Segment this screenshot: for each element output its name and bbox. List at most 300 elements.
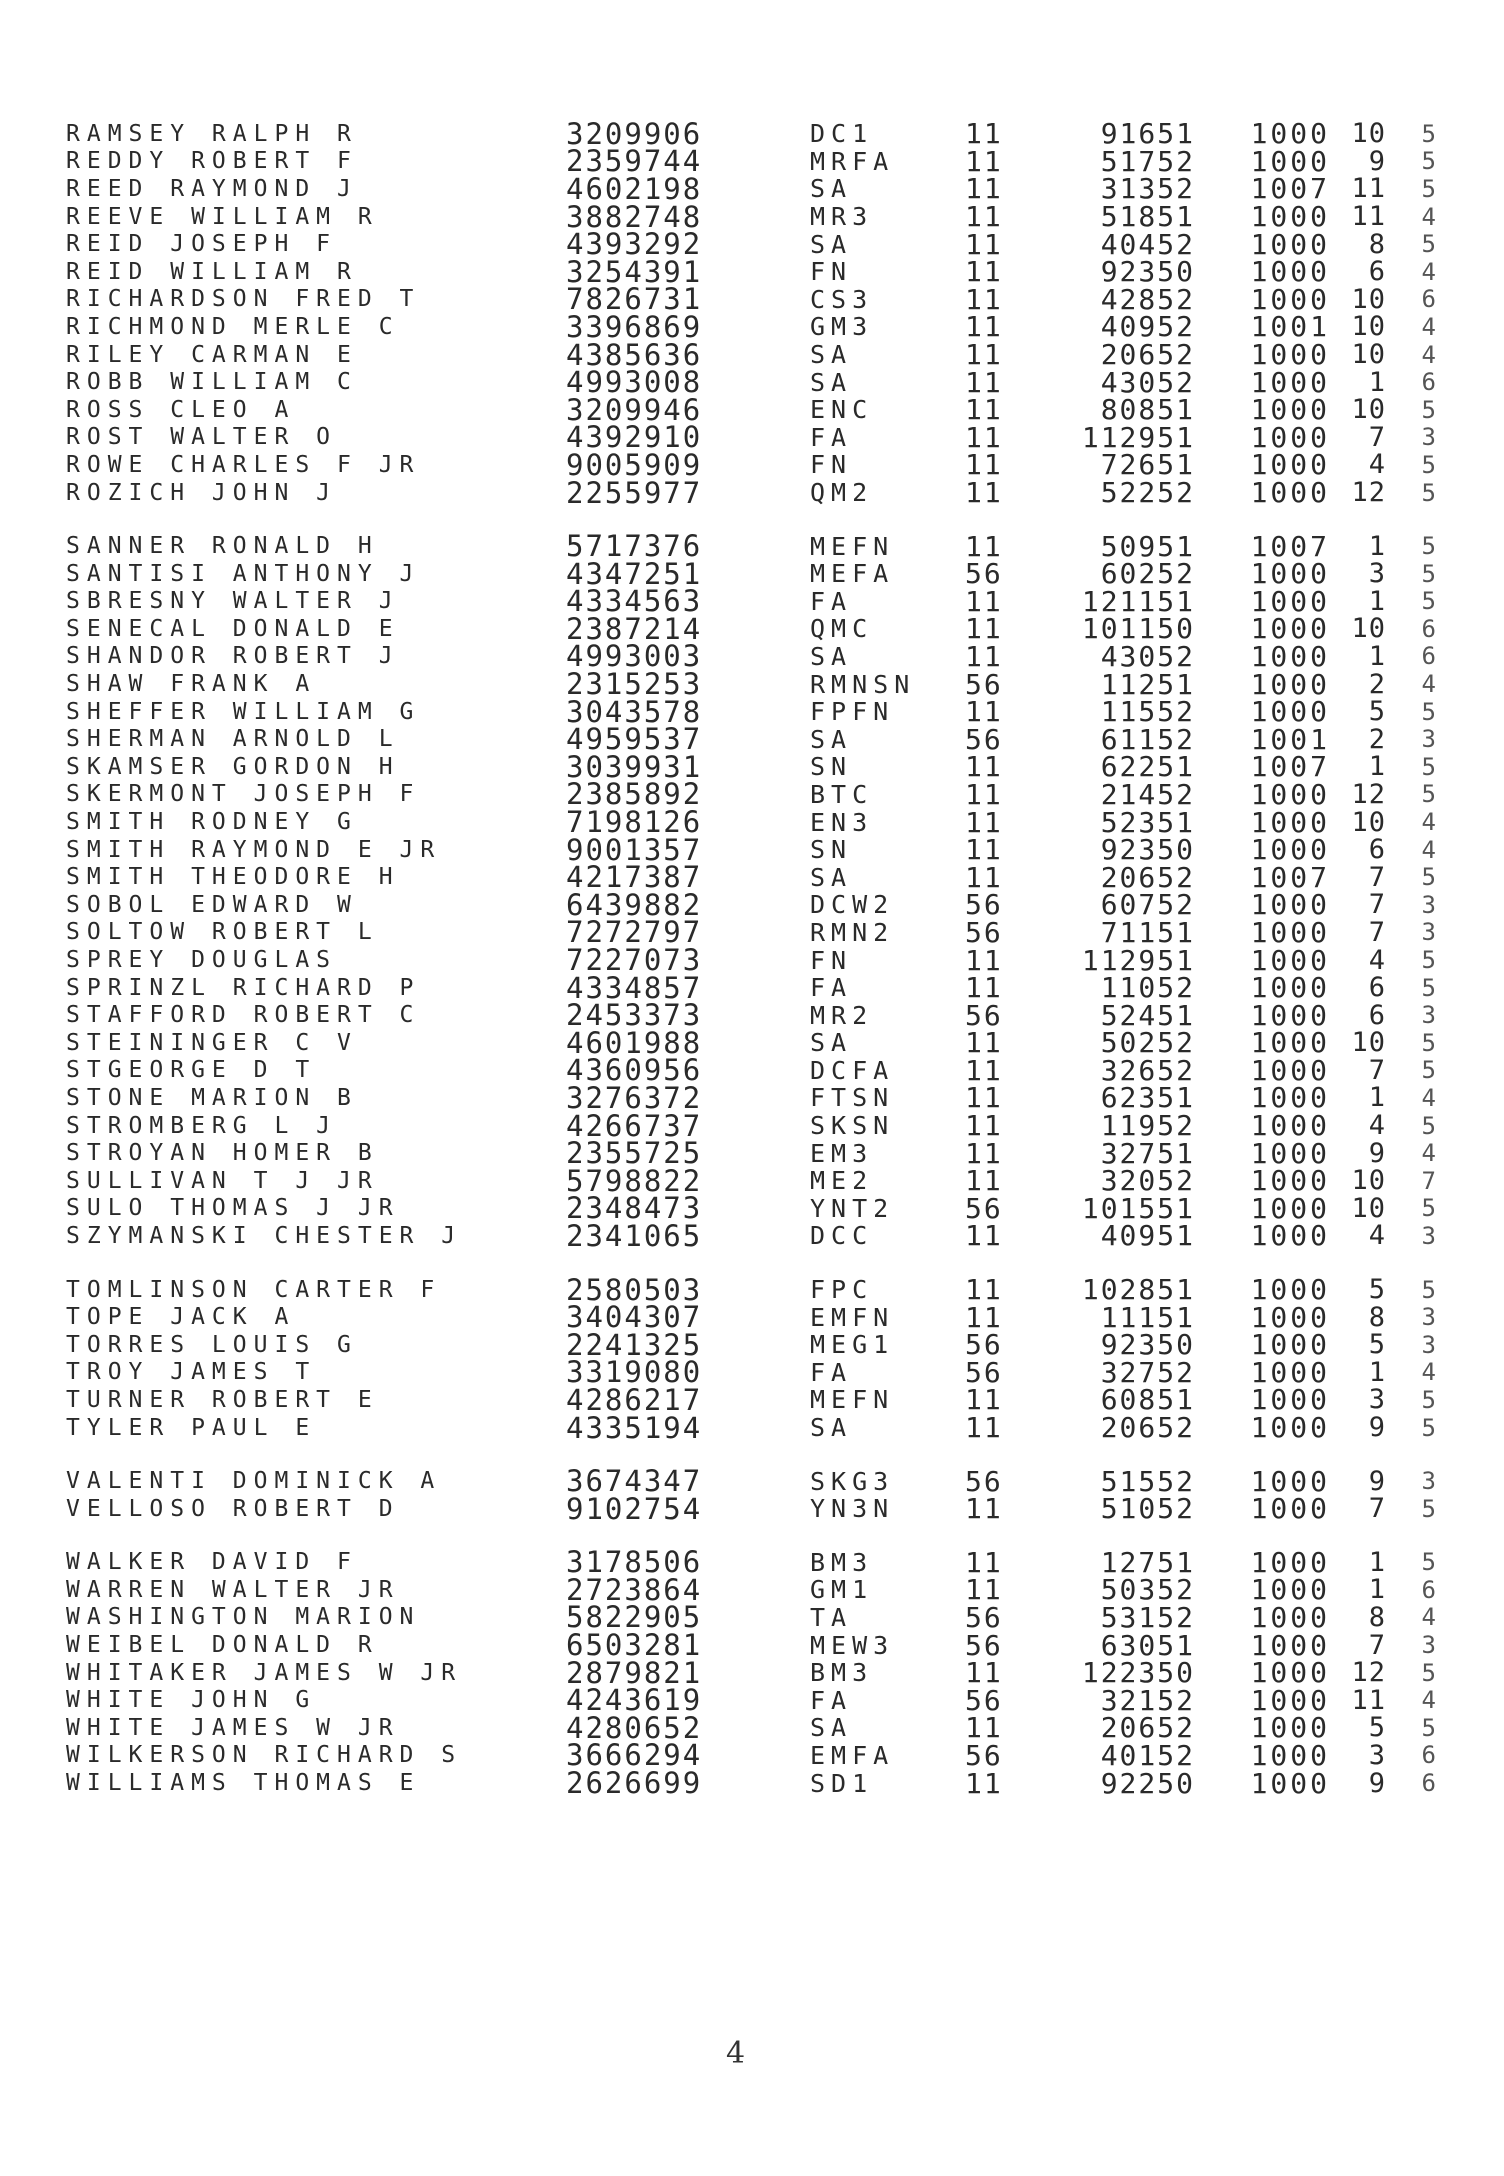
- code: 56: [965, 998, 1003, 1032]
- rate: BM3: [810, 1658, 874, 1688]
- group-code: 1000: [1250, 1219, 1330, 1253]
- roster-name: SKAMSER GORDON H: [66, 753, 400, 780]
- count-a: 9: [1368, 1412, 1386, 1444]
- roster-name: TORRES LOUIS G: [66, 1331, 358, 1358]
- date: 20652: [1100, 1411, 1195, 1445]
- roster-name: REID WILLIAM R: [66, 258, 358, 285]
- roster-name: WASHINGTON MARION: [66, 1604, 421, 1631]
- roster-name: SMITH THEODORE H: [66, 864, 400, 891]
- roster-name: ROZICH JOHN J: [66, 479, 338, 506]
- date: 72651: [1100, 448, 1195, 482]
- service-number: 3178506: [566, 1545, 703, 1580]
- rate: DCFA: [810, 1055, 895, 1085]
- service-number: 2241325: [566, 1327, 703, 1362]
- date: 20652: [1100, 1711, 1195, 1745]
- roster-name: SPREY DOUGLAS: [66, 947, 338, 974]
- code: 11: [965, 200, 1003, 234]
- service-number: 4392910: [566, 420, 703, 455]
- rate: GM1: [810, 1575, 874, 1605]
- date: 31352: [1100, 172, 1195, 206]
- group-code: 1000: [1250, 1492, 1330, 1526]
- group-code: 1000: [1250, 639, 1330, 673]
- count-a: 12: [1351, 477, 1386, 509]
- code: 11: [965, 1026, 1003, 1060]
- rate: SA: [810, 1713, 853, 1743]
- service-number: 3254391: [566, 254, 703, 289]
- count-b: 4: [1421, 808, 1436, 837]
- rate: FPC: [810, 1275, 874, 1305]
- group-code: 1000: [1250, 915, 1330, 949]
- code: 11: [965, 255, 1003, 289]
- code: 11: [965, 365, 1003, 399]
- date: 43052: [1100, 365, 1195, 399]
- group-code: 1000: [1250, 1109, 1330, 1143]
- code: 11: [965, 1164, 1003, 1198]
- roster-name: SANTISI ANTHONY J: [66, 560, 421, 587]
- service-number: 2341065: [566, 1218, 703, 1253]
- rate: EM3: [810, 1138, 874, 1168]
- code: 11: [965, 805, 1003, 839]
- group-code: 1000: [1250, 1328, 1330, 1362]
- code: 11: [965, 750, 1003, 784]
- roster-name: TOMLINSON CARTER F: [66, 1276, 442, 1303]
- service-number: 3674347: [566, 1464, 703, 1499]
- roster-name: SOBOL EDWARD W: [66, 891, 358, 918]
- service-number: 4217387: [566, 860, 703, 895]
- service-number: 4602198: [566, 171, 703, 206]
- rate: SN: [810, 752, 853, 782]
- count-b: 5: [1421, 1056, 1436, 1085]
- date: 20652: [1100, 860, 1195, 894]
- count-b: 6: [1421, 368, 1436, 397]
- count-a: 12: [1351, 1657, 1386, 1689]
- count-b: 5: [1421, 946, 1436, 975]
- date: 92350: [1100, 255, 1195, 289]
- count-b: 4: [1421, 1603, 1436, 1632]
- date: 43052: [1100, 639, 1195, 673]
- count-a: 10: [1351, 283, 1386, 315]
- count-b: 4: [1421, 202, 1436, 231]
- group-code: 1000: [1250, 255, 1330, 289]
- rate: FA: [810, 973, 853, 1003]
- roster-name: WILKERSON RICHARD S: [66, 1742, 463, 1769]
- group-code: 1000: [1250, 943, 1330, 977]
- count-a: 11: [1351, 1684, 1386, 1716]
- code: 56: [965, 1600, 1003, 1634]
- service-number: 3209946: [566, 392, 703, 427]
- date: 40152: [1100, 1738, 1195, 1772]
- service-number: 3319080: [566, 1355, 703, 1390]
- rate: SA: [810, 1413, 853, 1443]
- service-number: 2580503: [566, 1272, 703, 1307]
- code: 11: [965, 1492, 1003, 1526]
- code: 56: [965, 1738, 1003, 1772]
- count-b: 5: [1421, 1385, 1436, 1414]
- group-code: 1000: [1250, 1383, 1330, 1417]
- date: 11052: [1100, 971, 1195, 1005]
- count-a: 10: [1351, 1027, 1386, 1059]
- rate: SA: [810, 340, 853, 370]
- count-b: 5: [1421, 532, 1436, 561]
- rate: BM3: [810, 1547, 874, 1577]
- service-number: 2315253: [566, 667, 703, 702]
- roster-name: SOLTOW ROBERT L: [66, 919, 379, 946]
- code: 56: [965, 1683, 1003, 1717]
- group-code: 1001: [1250, 722, 1330, 756]
- group-code: 1000: [1250, 777, 1330, 811]
- count-b: 4: [1421, 1358, 1436, 1387]
- group-code: 1000: [1250, 365, 1330, 399]
- count-a: 1: [1368, 640, 1386, 672]
- code: 56: [965, 1355, 1003, 1389]
- rate: YNT2: [810, 1193, 895, 1223]
- count-b: 4: [1421, 312, 1436, 341]
- rate: FA: [810, 586, 853, 616]
- roster-name: ROST WALTER O: [66, 424, 338, 451]
- roster-row: [66, 1766, 1486, 1801]
- count-b: 5: [1421, 395, 1436, 424]
- count-a: 12: [1351, 778, 1386, 810]
- code: 11: [965, 1545, 1003, 1579]
- service-number: 5822905: [566, 1600, 703, 1635]
- roster-name: RILEY CARMAN E: [66, 341, 358, 368]
- roster-name: REDDY ROBERT F: [66, 148, 358, 175]
- rate: SN: [810, 835, 853, 865]
- rate: MEW3: [810, 1630, 895, 1660]
- count-b: 5: [1421, 780, 1436, 809]
- count-a: 1: [1368, 1082, 1386, 1114]
- roster-group: [66, 529, 1486, 1253]
- service-number: 3882748: [566, 199, 703, 234]
- roster-name: SMITH RAYMOND E JR: [66, 836, 442, 863]
- group-code: 1000: [1250, 1273, 1330, 1307]
- group-code: 1000: [1250, 1053, 1330, 1087]
- count-b: 3: [1421, 423, 1436, 452]
- count-a: 10: [1351, 118, 1386, 150]
- roster-name: ROSS CLEO A: [66, 396, 296, 423]
- roster-name: SMITH RODNEY G: [66, 809, 358, 836]
- count-b: 5: [1421, 1028, 1436, 1057]
- page-number: 4: [726, 2036, 746, 2071]
- service-number: 3043578: [566, 694, 703, 729]
- group-code: 1000: [1250, 476, 1330, 510]
- code: 56: [965, 557, 1003, 591]
- service-number: 9001357: [566, 832, 703, 867]
- roster-group: [66, 116, 1486, 510]
- roster-name: SBRESNY WALTER J: [66, 588, 400, 615]
- roster-name: SZYMANSKI CHESTER J: [66, 1222, 463, 1249]
- service-number: 3404307: [566, 1300, 703, 1335]
- group-code: 1000: [1250, 117, 1330, 151]
- code: 11: [965, 448, 1003, 482]
- count-b: 4: [1421, 670, 1436, 699]
- roster-name: WARREN WALTER JR: [66, 1576, 400, 1603]
- group-code: 1000: [1250, 695, 1330, 729]
- count-a: 1: [1368, 366, 1386, 398]
- roster-group: [66, 1272, 1486, 1445]
- rate: FTSN: [810, 1083, 895, 1113]
- group-code: 1000: [1250, 805, 1330, 839]
- date: 12751: [1100, 1545, 1195, 1579]
- count-b: 5: [1421, 559, 1436, 588]
- rate: RMN2: [810, 917, 895, 947]
- service-number: 2385892: [566, 777, 703, 812]
- rate: QM2: [810, 478, 874, 508]
- count-a: 1: [1368, 530, 1386, 562]
- date: 112951: [1081, 943, 1195, 977]
- count-a: 10: [1351, 311, 1386, 343]
- code: 11: [965, 612, 1003, 646]
- rate: MEFN: [810, 1385, 895, 1415]
- group-code: 1000: [1250, 1191, 1330, 1225]
- date: 101150: [1081, 612, 1195, 646]
- roster-name: SHERMAN ARNOLD L: [66, 726, 400, 753]
- date: 32751: [1100, 1136, 1195, 1170]
- count-a: 7: [1368, 1629, 1386, 1661]
- roster-name: SHANDOR ROBERT J: [66, 643, 400, 670]
- count-a: 7: [1368, 916, 1386, 948]
- count-b: 5: [1421, 147, 1436, 176]
- service-number: 3666294: [566, 1738, 703, 1773]
- date: 92350: [1100, 1328, 1195, 1362]
- count-b: 5: [1421, 119, 1436, 148]
- group-code: 1000: [1250, 1573, 1330, 1607]
- rate: MR3: [810, 202, 874, 232]
- count-a: 10: [1351, 1192, 1386, 1224]
- date: 42852: [1100, 282, 1195, 316]
- count-a: 10: [1351, 1165, 1386, 1197]
- code: 11: [965, 695, 1003, 729]
- count-a: 8: [1368, 1301, 1386, 1333]
- service-number: 4347251: [566, 556, 703, 591]
- count-b: 5: [1421, 587, 1436, 616]
- date: 63051: [1100, 1628, 1195, 1662]
- count-a: 4: [1368, 944, 1386, 976]
- code: 11: [965, 227, 1003, 261]
- rate: FA: [810, 1685, 853, 1715]
- group-code: 1000: [1250, 667, 1330, 701]
- rate: MEG1: [810, 1330, 895, 1360]
- count-b: 3: [1421, 1330, 1436, 1359]
- service-number: 5798822: [566, 1163, 703, 1198]
- roster-name: STROMBERG L J: [66, 1112, 338, 1139]
- service-number: 7826731: [566, 282, 703, 317]
- date: 20652: [1100, 338, 1195, 372]
- service-number: 3209906: [566, 116, 703, 151]
- count-a: 9: [1368, 145, 1386, 177]
- count-a: 11: [1351, 173, 1386, 205]
- rate: SA: [810, 1028, 853, 1058]
- date: 32152: [1100, 1683, 1195, 1717]
- service-number: 7198126: [566, 805, 703, 840]
- roster-name: STROYAN HOMER B: [66, 1140, 379, 1167]
- group-code: 1000: [1250, 1545, 1330, 1579]
- count-a: 8: [1368, 1601, 1386, 1633]
- roster-name: ROBB WILLIAM C: [66, 369, 358, 396]
- group-code: 1000: [1250, 1738, 1330, 1772]
- count-b: 5: [1421, 450, 1436, 479]
- date: 62351: [1100, 1081, 1195, 1115]
- code: 56: [965, 722, 1003, 756]
- rate: FN: [810, 945, 853, 975]
- roster-name: TROY JAMES T: [66, 1359, 317, 1386]
- date: 21452: [1100, 777, 1195, 811]
- count-b: 3: [1421, 1221, 1436, 1250]
- group-code: 1000: [1250, 200, 1330, 234]
- group-code: 1000: [1250, 1711, 1330, 1745]
- roster-name: STAFFORD ROBERT C: [66, 1002, 421, 1029]
- roster-group: [66, 1464, 1486, 1526]
- service-number: 4601988: [566, 1025, 703, 1060]
- rate: BTC: [810, 779, 874, 809]
- count-a: 10: [1351, 339, 1386, 371]
- service-number: 2359744: [566, 144, 703, 179]
- date: 92350: [1100, 833, 1195, 867]
- code: 56: [965, 1628, 1003, 1662]
- count-a: 3: [1368, 1384, 1386, 1416]
- group-code: 1000: [1250, 1628, 1330, 1662]
- group-code: 1000: [1250, 393, 1330, 427]
- date: 40952: [1100, 310, 1195, 344]
- roster-name: TOPE JACK A: [66, 1304, 296, 1331]
- roster-name: SHEFFER WILLIAM G: [66, 698, 421, 725]
- date: 60851: [1100, 1383, 1195, 1417]
- group-code: 1000: [1250, 1683, 1330, 1717]
- rate: SA: [810, 367, 853, 397]
- date: 62251: [1100, 750, 1195, 784]
- rate: FN: [810, 450, 853, 480]
- date: 102851: [1081, 1273, 1195, 1307]
- roster-name: SENECAL DONALD E: [66, 615, 400, 642]
- count-a: 1: [1368, 585, 1386, 617]
- service-number: 4266737: [566, 1108, 703, 1143]
- code: 11: [965, 1273, 1003, 1307]
- code: 11: [965, 282, 1003, 316]
- code: 11: [965, 338, 1003, 372]
- code: 11: [965, 1219, 1003, 1253]
- service-number: 4993008: [566, 365, 703, 400]
- rate: FPFN: [810, 697, 895, 727]
- roster-name: ROWE CHARLES F JR: [66, 451, 421, 478]
- count-b: 4: [1421, 1686, 1436, 1715]
- roster-name: WALKER DAVID F: [66, 1549, 358, 1576]
- date: 91651: [1100, 117, 1195, 151]
- roster-name: RAMSEY RALPH R: [66, 120, 358, 147]
- service-number: 2355725: [566, 1136, 703, 1171]
- rate: EMFA: [810, 1740, 895, 1770]
- code: 11: [965, 584, 1003, 618]
- count-a: 9: [1368, 1767, 1386, 1799]
- count-a: 1: [1368, 1574, 1386, 1606]
- roster-name: SPRINZL RICHARD P: [66, 974, 421, 1001]
- rate: YN3N: [810, 1494, 895, 1524]
- date: 51851: [1100, 200, 1195, 234]
- count-a: 2: [1368, 723, 1386, 755]
- rate: SKG3: [810, 1466, 895, 1496]
- personnel-roster: [66, 116, 1486, 1823]
- service-number: 5717376: [566, 529, 703, 564]
- date: 92250: [1100, 1766, 1195, 1800]
- roster-name: RICHARDSON FRED T: [66, 286, 421, 313]
- group-code: 1000: [1250, 282, 1330, 316]
- service-number: 4334857: [566, 970, 703, 1005]
- date: 11251: [1100, 667, 1195, 701]
- roster-row: [66, 1410, 1486, 1445]
- rate: FA: [810, 1357, 853, 1387]
- count-a: 7: [1368, 861, 1386, 893]
- service-number: 7227073: [566, 943, 703, 978]
- count-a: 9: [1368, 1137, 1386, 1169]
- rate: SD1: [810, 1768, 874, 1798]
- roster-row: [66, 1491, 1486, 1526]
- count-a: 5: [1368, 1274, 1386, 1306]
- group-code: 1000: [1250, 144, 1330, 178]
- rate: SA: [810, 641, 853, 671]
- date: 40951: [1100, 1219, 1195, 1253]
- roster-name: SULO THOMAS J JR: [66, 1195, 400, 1222]
- rate: MR2: [810, 1000, 874, 1030]
- code: 11: [965, 639, 1003, 673]
- date: 52252: [1100, 476, 1195, 510]
- count-b: 4: [1421, 835, 1436, 864]
- count-b: 3: [1421, 1467, 1436, 1496]
- count-a: 7: [1368, 889, 1386, 921]
- count-b: 3: [1421, 890, 1436, 919]
- roster-row: [66, 1218, 1486, 1253]
- rate: EMFN: [810, 1302, 895, 1332]
- roster-name: RICHMOND MERLE C: [66, 313, 400, 340]
- date: 112951: [1081, 420, 1195, 454]
- roster-name: TYLER PAUL E: [66, 1414, 317, 1441]
- group-code: 1007: [1250, 860, 1330, 894]
- count-b: 3: [1421, 1001, 1436, 1030]
- code: 11: [965, 393, 1003, 427]
- date: 51552: [1100, 1464, 1195, 1498]
- group-code: 1000: [1250, 1766, 1330, 1800]
- count-a: 4: [1368, 1110, 1386, 1142]
- roster-name: WILLIAMS THOMAS E: [66, 1770, 421, 1797]
- count-a: 6: [1368, 999, 1386, 1031]
- rate: MRFA: [810, 146, 895, 176]
- count-b: 7: [1421, 1166, 1436, 1195]
- count-b: 5: [1421, 478, 1436, 507]
- service-number: 4243619: [566, 1683, 703, 1718]
- roster-name: WHITAKER JAMES W JR: [66, 1659, 463, 1686]
- count-a: 1: [1368, 751, 1386, 783]
- code: 11: [965, 943, 1003, 977]
- date: 51752: [1100, 144, 1195, 178]
- group-code: 1000: [1250, 1136, 1330, 1170]
- rate: SA: [810, 862, 853, 892]
- service-number: 4993003: [566, 639, 703, 674]
- roster-name: SHAW FRANK A: [66, 671, 317, 698]
- service-number: 3039931: [566, 749, 703, 784]
- group-code: 1000: [1250, 971, 1330, 1005]
- service-number: 2387214: [566, 611, 703, 646]
- code: 56: [965, 915, 1003, 949]
- date: 32652: [1100, 1053, 1195, 1087]
- roster-name: WHITE JOHN G: [66, 1687, 317, 1714]
- count-b: 5: [1421, 1713, 1436, 1742]
- count-b: 5: [1421, 973, 1436, 1002]
- count-a: 4: [1368, 1220, 1386, 1252]
- count-b: 3: [1421, 1631, 1436, 1660]
- count-b: 5: [1421, 174, 1436, 203]
- group-code: 1000: [1250, 448, 1330, 482]
- service-number: 2255977: [566, 475, 703, 510]
- rate: SA: [810, 724, 853, 754]
- code: 11: [965, 310, 1003, 344]
